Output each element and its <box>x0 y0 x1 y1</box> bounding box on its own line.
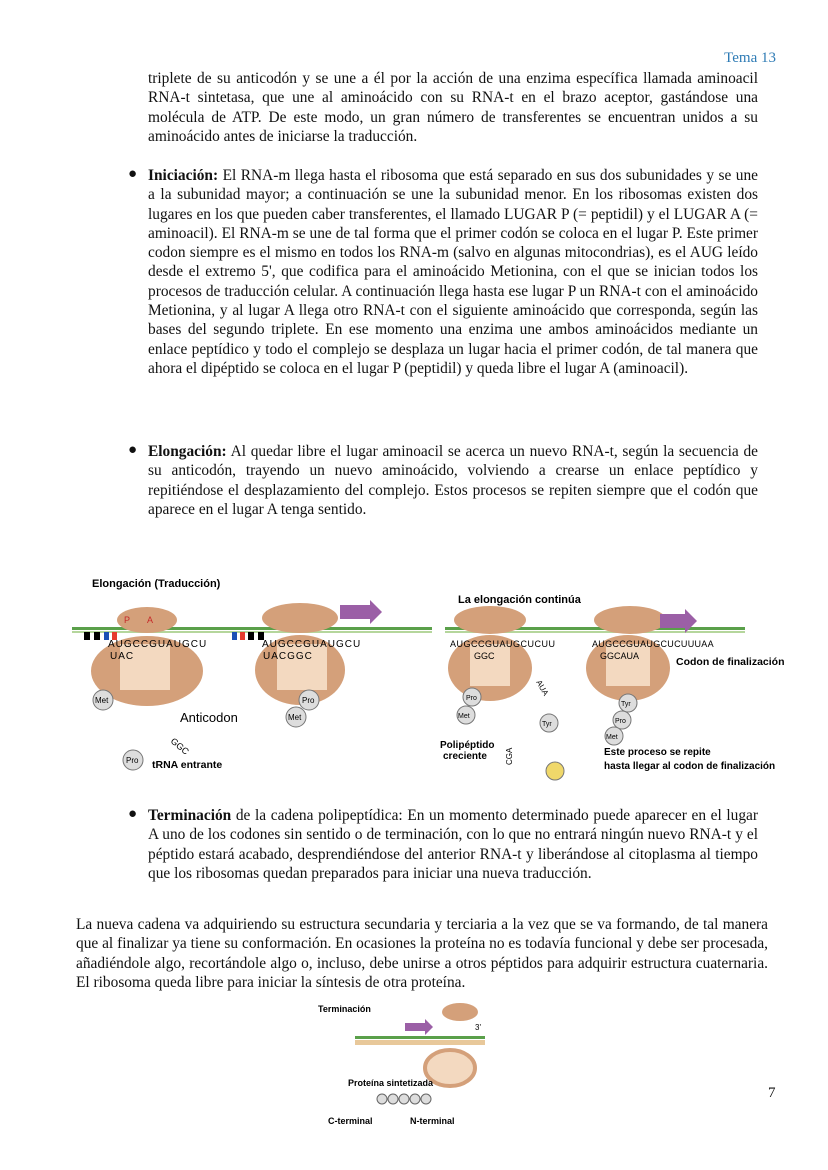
c-terminal-label: C-terminal <box>328 1116 373 1126</box>
n-terminal-label: N-terminal <box>410 1116 455 1126</box>
bullet-dot: ● <box>128 442 138 458</box>
poly-label-1: Polipéptido <box>440 740 495 751</box>
fig1-title-right: La elongación continúa <box>458 594 581 606</box>
intro-paragraph: triplete de su anticodón y se une a él por la acción de una enzima específica llamada aminoacil RNA-t sintetasa, que une al aminoácido con su RNA-t en el brazo aceptor, gastándose una molécula de ATP. De este modo, un gran número de transferentes se encuentran unidos a su aminoácido antes de iniciarse la traducción. <box>148 70 758 145</box>
aa-met-3: Met <box>458 713 470 720</box>
terminacion-paragraph <box>148 806 758 883</box>
aa-pro-3: Pro <box>466 695 477 702</box>
direction-arrow-icon <box>405 1019 433 1035</box>
site-p-label: P <box>124 615 131 625</box>
elongation-figure <box>0 560 828 790</box>
stop-codon-label: Codon de finalización <box>676 656 785 668</box>
terminacion-term: Terminación <box>148 807 232 824</box>
aa-pro-4: Pro <box>615 718 626 725</box>
termination-figure <box>300 998 530 1130</box>
aa-tyr-4: Tyr <box>621 701 631 708</box>
trna-label: tRNA entrante <box>152 759 223 771</box>
elongacion-term: Elongación: <box>148 443 227 460</box>
incoming-anticodon-2: AUA <box>534 678 551 698</box>
anticodon-2: UACGGC <box>263 651 313 662</box>
ribosome-large-subunit <box>442 1003 478 1021</box>
repeat-label-1: Este proceso se repite <box>604 747 711 758</box>
mrna-seq-2: AUGCCGUAUGCU <box>262 639 362 650</box>
anticodon-label: Anticodon <box>180 710 238 725</box>
iniciacion-text: El RNA-m llega hasta el ribosoma que está separado en sus dos subunidades y se une a la subunidad mayor; a continuación se une la subunidad menor. En los ribosomas existen dos lugares en los que pueden caber transferentes, el llamado LUGAR P (= peptidil) y el LUGAR A (= aminoacil). El RNA-m se une de tal forma que el primer codón se coloca en el lugar P. Este primer codon siempre es el mismo en todos los RNA-m (salvo en algunas mitocondrias), es el AUG leído desde el extremo 5', que codifica para el aminoácido Metionina, con el que se inician todos los procesos de traducción celular. A continuación llega hasta ese lugar P un RNA-t con el aminoácido Metionina, y al lugar A llega otro RNA-t con el siguiente aminoácido que corresponda, según las bases del segundo triplete. En ese momento una enzima une ambos aminoácidos mediante un enlace peptídico y todo el complejo se desplaza un lugar hacia el primer codón, de tal manera que ahora el dipéptido se coloca en el lugar P (peptidil) y queda libre el lugar A (aminoacil). <box>148 167 758 377</box>
fig1-title-left: Elongación (Traducción) <box>92 578 221 590</box>
mrna-seq-4: AUGCCGUAUGCUCUUUAA <box>592 639 714 649</box>
aa-tyr-incoming: Tyr <box>542 721 552 728</box>
mrna-seq-1: AUGCCGUAUGCU <box>108 639 208 650</box>
fig2-title: Terminación <box>318 1004 371 1014</box>
leaving-anticodon: CGA <box>505 747 514 765</box>
incoming-anticodon: GGC <box>168 735 191 757</box>
site-a-label: A <box>147 615 154 625</box>
elongacion-paragraph <box>148 442 758 519</box>
final-paragraph: La nueva cadena va adquiriendo su estructura secundaria y terciaria a la vez que se va formando, de tal manera que al finalizar ya tiene su conformación. En ocasiones la proteína no es todavía funcional y debe ser procesada, añadiéndole algo, recortándole algo o, incluso, debe unirse a otros péptidos para adquirir estructura cuaternaria. El ribosoma queda libre para iniciar la síntesis de otra proteína. <box>76 916 768 991</box>
aa-met-2: Met <box>288 713 302 722</box>
three-prime-label: 3' <box>475 1023 481 1032</box>
iniciacion-paragraph <box>148 166 758 378</box>
iniciacion-term: Iniciación: <box>148 167 219 184</box>
anticodon-4: GGCAUA <box>600 651 640 661</box>
mrna-seq-3: AUGCCGUAUGCUCUU <box>450 639 556 649</box>
bullet-dot: ● <box>128 806 138 822</box>
aa-pro-2: Pro <box>302 696 315 705</box>
page-number: 7 <box>768 1085 776 1101</box>
protein-chain <box>377 1094 431 1104</box>
aa-met-1: Met <box>95 696 109 705</box>
mrna-strand-term <box>355 1036 485 1039</box>
chapter-header: Tema 13 <box>724 50 776 66</box>
protein-label: Proteína sintetizada <box>348 1078 434 1088</box>
repeat-label-2: hasta llegar al codon de finalización <box>604 761 776 772</box>
anticodon-3: GGC <box>474 651 495 661</box>
bullet-dot: ● <box>128 166 138 182</box>
poly-label-2: creciente <box>443 751 487 762</box>
direction-arrow-icon <box>340 600 382 624</box>
terminacion-text: de la cadena polipeptídica: En un momento determinado puede aparecer en el lugar A uno de los codones sin sentido o de terminación, con lo que no entrará ningún nuevo RNA-t y el péptido estará acabado, desprendiéndose del anterior RNA-t y liberándose al citoplasma al tiempo que los ribosomas quedan preparados para iniciar una nueva traducción. <box>148 807 758 882</box>
elongacion-text: Al quedar libre el lugar aminoacil se acerca un nuevo RNA-t, según la secuencia de su anticodón, trayendo un nuevo aminoácido, volviendo a crearse un enlace peptídico y repitiéndose el desplazamiento del complejo. Estos procesos se repiten siempre que el codón que aparece en el lugar A tenga sentido. <box>148 443 758 518</box>
aa-met-4: Met <box>606 734 618 741</box>
anticodon-1: UAC <box>110 651 135 662</box>
aa-pro-incoming: Pro <box>126 756 139 765</box>
